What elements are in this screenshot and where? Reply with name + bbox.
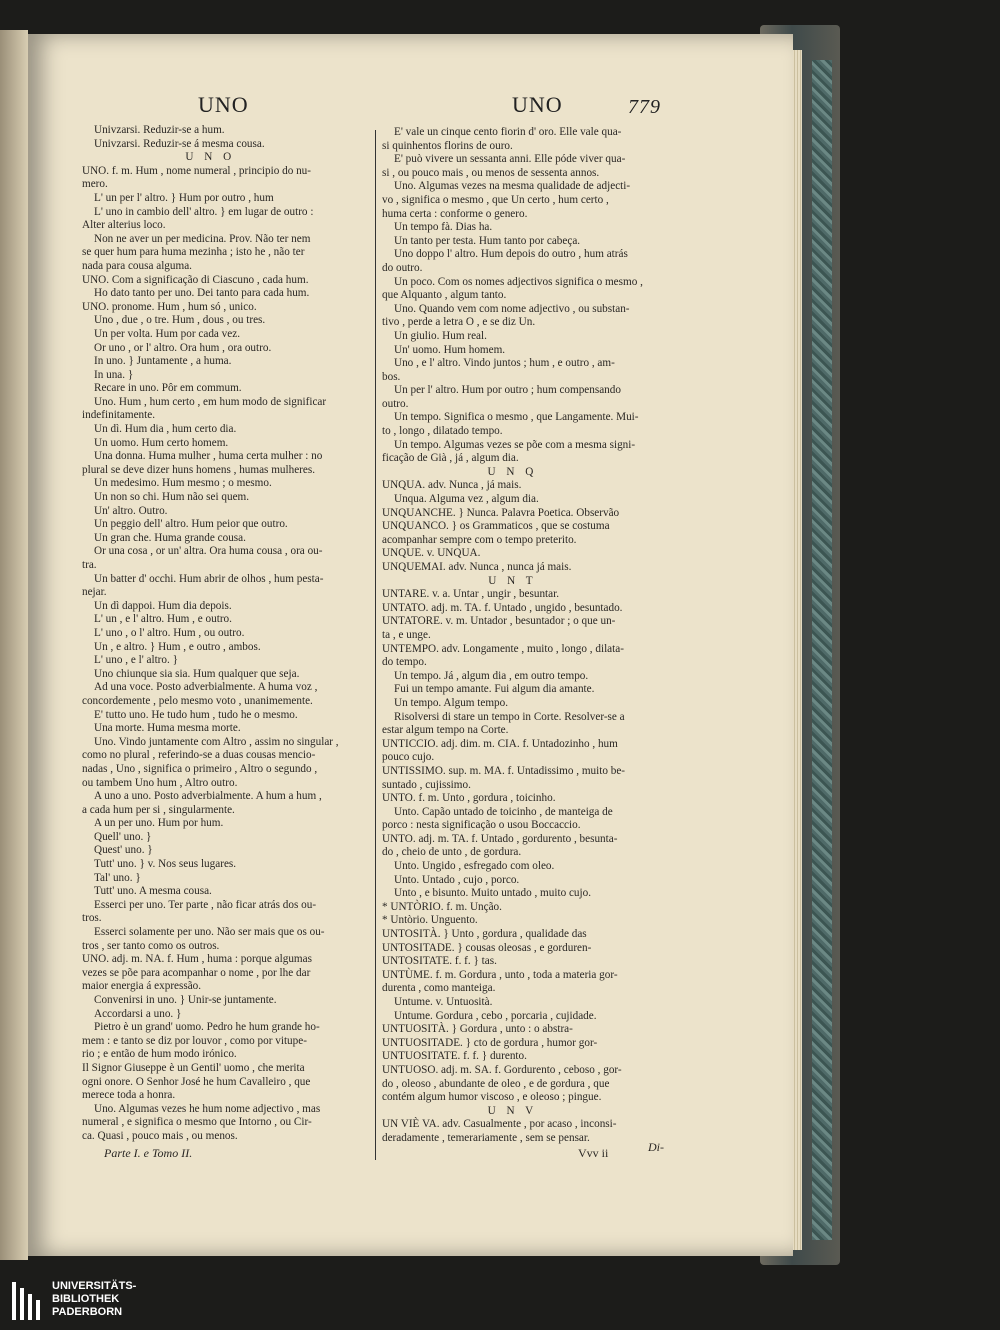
text-line: UN VIÈ VA. adv. Casualmente , por acaso , inconsi- [382,1118,617,1131]
logo-line-1: UNIVERSITÄTS- [52,1280,137,1292]
text-line: U N T [488,574,537,587]
text-line: Un tempo. Significa o mesmo , que Langamente. Mui- [394,411,639,424]
text-line: do tempo. [382,656,427,669]
text-line: si , ou pouco mais , ou menos de sessenta annos. [382,166,600,179]
text-line: A un per uno. Hum por hum. [94,817,224,830]
text-line: Convenirsi in uno. } Unir-se juntamente. [94,994,277,1006]
text-line: UNTOSITADE. } cousas oleosas , e gorduren- [382,941,592,954]
text-line: U N V [487,1104,538,1117]
text-line: ficação de Già , já , algum dia. [382,452,519,465]
right-column [382,126,643,1146]
text-line: merece toda a honra. [82,1089,176,1102]
text-line: UNQUANCO. } os Grammaticos , que se costuma [382,520,610,533]
page-number: 779 [628,96,661,118]
text-line: Univzarsi. Reduzir-se a hum. [94,124,225,136]
text-line: Un gran che. Huma grande cousa. [94,531,246,544]
text-line: Una donna. Huma mulher , huma certa mulher : no [94,450,323,463]
text-line: Uno. Quando vem com nome adjectivo , ou substan- [394,302,630,315]
text-line: outro. [382,397,409,410]
text-line: UNTARE. v. a. Untar , ungir , besuntar. [382,588,560,601]
text-line: Uno. Vindo juntamente com Altro , assim no singular , [94,735,339,748]
text-line: UNQUEMAI. adv. Nunca , nunca já mais. [382,561,572,573]
text-line: UNQUANCHE. } Nunca. Palavra Poetica. Observão [382,506,620,519]
text-line: Quest' uno. } [94,844,153,857]
text-line: U N Q [487,465,538,478]
text-line: Ad una voce. Posto adverbialmente. A huma voz , [94,681,318,694]
text-line: Or uno , or l' altro. Ora hum , ora outro. [94,341,272,354]
text-line: huma certa : conforme o genero. [382,207,528,220]
left-column [82,124,339,1144]
text-line: tros. [82,912,102,925]
text-line: Uno doppo l' altro. Hum depois do outro , hum atrás [394,248,628,261]
text-line: tivo , perde a letra O , e se diz Un. [382,316,536,329]
running-header-left: UNO [198,92,249,117]
text-line: Univzarsi. Reduzir-se á mesma cousa. [94,137,265,150]
text-line: UNTEMPO. adv. Longamente , muito , longo , dilata- [382,642,624,655]
text-line: acompanhar sempre com o tempo preterito. [382,533,577,546]
text-line: Uno , e l' altro. Vindo juntos ; hum , e outro , am- [394,357,615,370]
text-line: Un per l' altro. Hum por outro ; hum compensando [394,384,621,397]
text-line: In una. } [94,368,134,381]
footer-catchword: Di- [648,1140,664,1154]
text-line: Esserci per uno. Ter parte , não ficar atrás dos ou- [94,898,317,911]
text-line: L' un , e l' altro. Hum , e outro. [94,613,232,626]
text-line: suntado , cujissimo. [382,778,471,791]
text-line: maior energia á expressão. [82,980,202,993]
text-line: UNO. f. m. Hum , nome numeral , principio do nu- [82,164,311,177]
text-line: Recare in uno. Pôr em commum. [94,382,242,395]
text-line: Ho dato tanto per uno. Dei tanto para cada hum. [94,287,310,300]
text-line: mero. [82,178,108,191]
text-line: como no plural , referindo-se a duas cousas mencio- [82,749,316,762]
column-rule [375,130,376,1160]
text-line: ogni onore. O Senhor José he hum Cavalleiro , que [82,1075,311,1088]
text-line: numeral , e significa o mesmo que Intorno , ou Cir- [82,1116,312,1129]
text-line: * UNTÒRIO. f. m. Unção. [382,900,502,913]
text-line: Untume. Gordura , cebo , porcaria , cujidade. [394,1009,597,1022]
text-line: Un peggio dell' altro. Hum peior que outro. [94,518,288,531]
text-line: Un non so chi. Hum não sei quem. [94,491,250,504]
text-line: L' uno , e l' altro. } [94,654,178,667]
marbled-cover-edge [812,60,832,1240]
text-line: Uno. Algumas vezes he hum nome adjectivo , mas [94,1102,321,1115]
text-line: UNTISSIMO. sup. m. MA. f. Untadissimo , muito be- [382,764,626,777]
text-line: do , cheio de unto , de gordura. [382,846,522,859]
text-line: L' uno in cambio dell' altro. } em lugar de outro : [94,205,314,218]
text-line: Risolversi di stare un tempo in Corte. Resolver-se a [394,710,625,723]
text-line: Unqua. Alguma vez , algum dia. [394,493,539,506]
text-line: plural se deve dizer huns homens , humas mulheres. [82,463,316,476]
text-line: E' vale un cinque cento fiorin d' oro. Elle vale qua- [394,126,622,138]
text-line: Un tanto per testa. Hum tanto por cabeça. [394,234,581,247]
text-line: ca. Quasi , pouco mais , ou menos. [82,1129,238,1142]
text-line: UNTOSITÀ. } Unto , gordura , qualidade das [382,928,587,941]
text-line: do outro. [382,261,423,274]
library-logo-icon [12,1282,42,1320]
text-line: UNQUA. adv. Nunca , já mais. [382,479,522,492]
text-line: Non ne aver un per medicina. Prov. Não ter nem [94,232,311,245]
text-line: Pietro è un grand' uomo. Pedro he hum grande ho- [94,1021,320,1034]
text-line: Una morte. Huma mesma morte. [94,722,241,735]
text-line: UNTICCIO. adj. dim. m. CIA. f. Untadozinho , hum [382,737,618,750]
text-line: ta , e unge. [382,628,431,641]
logo-line-3: PADERBORN [52,1306,123,1318]
text-line: que Alquanto , algum tanto. [382,289,507,302]
text-line: Un tempo. Algumas vezes se põe com a mesma signi- [394,438,636,451]
text-line: UNO. Com a significação di Ciascuno , cada hum. [82,273,309,286]
text-line: tra. [82,559,97,571]
text-line: Untume. v. Untuosità. [394,996,493,1008]
footer-signature: Vvv ii [578,1146,609,1160]
text-line: UNTOSITATE. f. f. } tas. [382,955,497,968]
text-line: Un' altro. Outro. [94,504,168,517]
text-line: Accordarsi a uno. } [94,1007,182,1020]
text-line: Un tempo. Algum tempo. [394,696,509,709]
text-line: UNO. adj. m. NA. f. Hum , huma : porque algumas [82,953,312,966]
running-header-right: UNO [512,92,563,117]
text-line: UNTUOSITATE. f. f. } durento. [382,1050,527,1063]
text-line: UNTO. f. m. Unto , gordura , toicinho. [382,792,556,805]
text-line: nejar. [82,586,107,599]
text-line: Unto. Ungido , esfregado com oleo. [394,860,555,873]
text-line: Un uomo. Hum certo homem. [94,436,229,449]
text-line: Un poco. Com os nomes adjectivos significa o mesmo , [394,275,643,288]
text-line: Uno. Hum , hum certo , em hum modo de significar [94,395,327,408]
text-line: vezes se põe para acompanhar o nome , por lhe dar [82,966,311,979]
text-line: ou tambem Uno hum , Altro outro. [82,776,238,789]
text-line: nada para cousa alguma. [82,259,192,272]
text-line: Un , e altro. } Hum , e outro , ambos. [94,640,261,653]
text-line: porco : nesta significação o usou Boccaccio. [382,819,581,832]
text-line: contém algum humor viscoso , e oleoso ; pingue. [382,1091,602,1104]
text-line: * Untòrio. Unguento. [382,914,478,927]
text-line: UNTUOSITADE. } cto de gordura , humor gor- [382,1036,598,1049]
text-line: Tutt' uno. } v. Nos seus lugares. [94,858,237,871]
text-line: do , oleoso , abundante de oleo , e de gordura , que [382,1077,610,1090]
text-line: rio ; e então de hum modo irónico. [82,1048,237,1061]
text-line: estar algum tempo na Corte. [382,724,509,737]
text-line: bos. [382,370,401,383]
text-line: UNTUOSITÀ. } Gordura , unto : o abstra- [382,1023,573,1036]
text-line: pouco cujo. [382,751,435,764]
text-line: UNQUE. v. UNQUA. [382,547,481,560]
text-line: vo , significa o mesmo , que Un certo , hum certo , [382,193,609,206]
text-line: deradamente , temerariamente , sem se pensar. [382,1131,590,1144]
text-line: Fui un tempo amante. Fui algum dia amante. [394,683,595,696]
text-line: Un batter d' occhi. Hum abrir de olhos , hum pesta- [94,572,324,585]
text-line: a cada hum per si , singularmente. [82,803,235,816]
text-line: E' può vivere un sessanta anni. Elle póde viver qua- [394,153,626,166]
text-line: In uno. } Juntamente , a huma. [94,355,232,368]
text-line: Un per volta. Hum por cada vez. [94,327,241,340]
text-line: U N O [185,151,236,164]
text-line: tros , ser tanto como os outros. [82,939,220,952]
text-line: UNTATO. adj. m. TA. f. Untado , ungido , besuntado. [382,601,623,614]
library-logo [0,1278,200,1330]
text-line: indefinitamente. [82,409,156,422]
text-line: Un giulio. Hum real. [394,329,487,342]
text-line: Unto. Untado , cujo , porco. [394,873,520,886]
text-line: Un medesimo. Hum mesmo ; o mesmo. [94,477,272,490]
text-line: to , longo , dilatado tempo. [382,425,503,438]
text-line: Un' uomo. Hum homem. [394,343,506,356]
text-line: Uno. Algumas vezes na mesma qualidade de adjecti- [394,180,631,193]
text-line: Un dì. Hum dia , hum certo dia. [94,423,237,436]
text-line: Unto. Capão untado de toicinho , de manteiga de [394,805,613,818]
text-line: Tal' uno. } [94,871,141,884]
text-line: Il Signor Giuseppe è un Gentil' uomo , che merita [82,1061,305,1074]
text-line: UNTUOSO. adj. m. SA. f. Gordurento , ceboso , gor- [382,1063,622,1076]
text-line: Quell' uno. } [94,830,152,843]
text-line: Tutt' uno. A mesma cousa. [94,885,212,898]
text-line: E' tutto uno. He tudo hum , tudo he o mesmo. [94,708,298,721]
text-line: se quer hum para huma mezinha ; isto he , não ter [82,246,305,259]
text-line: L' uno , o l' altro. Hum , ou outro. [94,626,245,639]
text-line: Uno , due , o tre. Hum , dous , ou tres. [94,314,266,327]
text-line: Un dì dappoi. Hum dia depois. [94,599,232,612]
text-line: Alter alterius loco. [82,219,166,232]
text-line: Un tempo fà. Dias ha. [394,221,493,234]
left-page-edge [0,30,28,1260]
text-line: Or una cosa , or un' altra. Ora huma cousa , ora ou- [94,545,323,558]
text-line: UNO. pronome. Hum , hum só , unico. [82,300,257,313]
text-line: UNTO. adj. m. TA. f. Untado , gordurento , besunta- [382,832,618,845]
text-line: concordemente , pelo mesmo voto , unanimemente. [82,694,313,707]
text-line: nadas , Uno , significa o primeiro , Altro o segundo , [82,762,318,775]
text-line: Uno chiunque sia sia. Hum qualquer que seja. [94,667,300,680]
text-line: UNTÙME. f. m. Gordura , unto , toda a materia gor- [382,968,618,981]
text-line: mem : e tanto se diz por louvor , como por vitupe- [82,1034,307,1047]
text-line: Esserci solamente per uno. Não ser mais que os ou- [94,926,325,939]
text-line: UNTATORE. v. m. Untador , besuntador ; o que un- [382,615,616,628]
text-line: Un tempo. Já , algum dia , em outro tempo. [394,669,589,682]
text-line: L' un per l' altro. } Hum por outro , hum [94,191,274,204]
text-line: durenta , como manteiga. [382,982,496,995]
text-line: A uno a uno. Posto adverbialmente. A hum a hum , [94,790,322,803]
text-line: Unto , e bisunto. Muito untado , muito cujo. [394,887,592,900]
text-line: si quinhentos florins de ouro. [382,139,513,152]
logo-line-2: BIBLIOTHEK [52,1293,120,1305]
footer-volume: Parte I. e Tomo II. [104,1146,193,1160]
